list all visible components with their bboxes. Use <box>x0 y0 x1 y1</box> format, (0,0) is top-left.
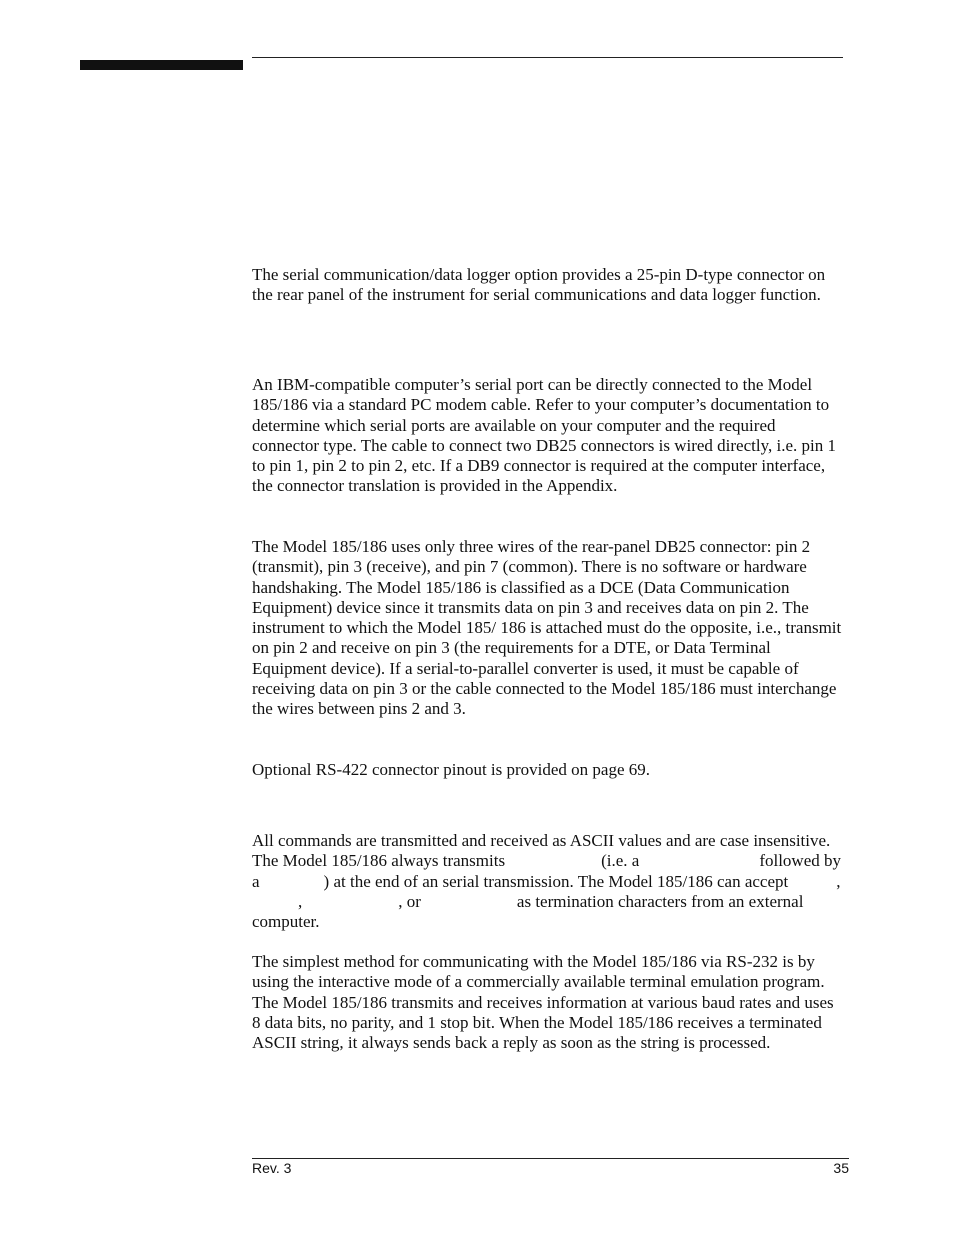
commands-text-3: followed by a <box>252 851 841 891</box>
commands-paragraph <box>252 831 842 932</box>
footer-page-number: 35 <box>833 1160 849 1176</box>
header-rule <box>252 57 843 58</box>
intro-paragraph: The serial communication/data logger option provides a 25-pin D-type connector on the rear panel of the instrument for serial communications and data logger function. <box>252 265 826 305</box>
wiring-paragraph: The Model 185/186 uses only three wires of the rear-panel DB25 connector: pin 2 (transmit), pin 3 (receive), and pin 7 (common). There is no software or hardware handshaking. The Model 185/186 is classified as a DCE (Data Communication Equipment) device since it transmits data on pin 3 and receives data on pin 2. The instrument to which the Model 185/ 186 is attached must do the opposite, i.e., transmit on pin 2 and receive on pin 3 (the requirements for a DTE, or Data Terminal Equipment device). If a serial-to-parallel converter is used, it must be capable of receiving data on pin 3 or the cable connected to the Model 185/186 must interchange the wires between pins 2 and 3. <box>252 537 842 719</box>
commands-text-1: All commands are transmitted and received as ASCII values and are case insensitive. The Model 185/186 always transmits <box>252 831 831 871</box>
commands-text-4: ) at the end of an serial transmission. The Model 185/186 can accept <box>323 871 789 891</box>
connection-paragraph: An IBM-compatible computer’s serial port can be directly connected to the Model 185/186 via a standard PC modem cable. Refer to your computer’s documentation to determine which serial ports are available on your computer and the required connector type. The cable to connect two DB25 connectors is wired directly, i.e. pin 1 to pin 1, pin 2 to pin 2, etc. If a DB9 connector is required at the computer interface, the connector translation is provided in the Appendix. <box>252 375 836 496</box>
commands-text-6: , <box>298 891 303 911</box>
terminal-paragraph: The simplest method for communicating with the Model 185/186 via RS-232 is by using the interactive mode of a commercially available terminal emulation program. The Model 185/186 transmits and receives information at various baud rates and uses 8 data bits, no parity, and 1 stop bit. When the Model 185/186 receives a terminated ASCII string, it always sends back a reply as soon as the string is processed. <box>252 952 834 1053</box>
header-thick-bar <box>80 60 243 70</box>
commands-text-2: (i.e. a <box>601 851 640 871</box>
commands-text-7: , or <box>398 891 421 911</box>
commands-text-8: as termination characters from an external computer. <box>252 891 804 932</box>
footer-revision: Rev. 3 <box>252 1160 292 1176</box>
commands-text-5: , <box>836 871 841 891</box>
footer-rule <box>252 1158 849 1159</box>
rs422-paragraph: Optional RS-422 connector pinout is provided on page 69. <box>252 760 651 779</box>
